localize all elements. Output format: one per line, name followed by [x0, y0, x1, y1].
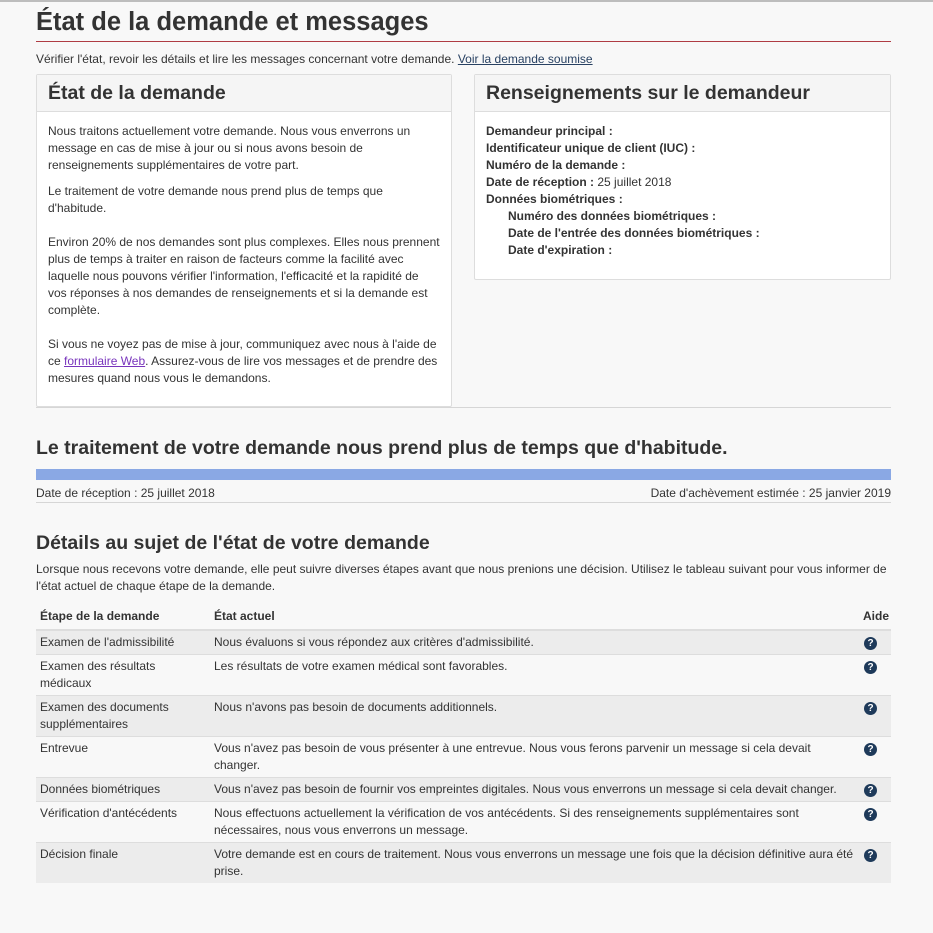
- status-details-heading: Détails au sujet de l'état de votre demande: [36, 532, 430, 554]
- received-date-row: Date de réception : 25 juillet 2018: [486, 175, 672, 189]
- received-date-value: 25 juillet 2018: [597, 175, 672, 189]
- help-icon[interactable]: ?: [864, 784, 877, 797]
- step-help-cell: [859, 843, 891, 884]
- application-status-panel-title: État de la demande: [37, 75, 451, 112]
- panels-row: [36, 74, 891, 407]
- step-status: Vous n'avez pas besoin de vous présenter à une entrevue. Nous vous ferons parvenir un message si cela devait changer.: [210, 737, 859, 778]
- progress-dates: [36, 485, 891, 502]
- divider: [36, 502, 891, 503]
- table-row: [36, 737, 891, 778]
- step-status: Vous n'avez pas besoin de fournir vos empreintes digitales. Nous vous enverrons un message si cela devait changer.: [210, 778, 859, 802]
- status-paragraph-3: Environ 20% de nos demandes sont plus complexes. Elles nous prennent plus de temps à traiter en raison de facteurs comme la facilité avec laquelle nous pouvons vérifier l'information, l'efficacité et la rapidité de vos réponses à nos demandes de renseignements et si la demande est complète.: [48, 235, 440, 317]
- help-icon[interactable]: ?: [864, 702, 877, 715]
- step-name: Examen des résultats médicaux: [36, 655, 210, 696]
- main-content: [36, 7, 891, 883]
- column-header-status: État actuel: [210, 604, 859, 630]
- progress-received-date: Date de réception : 25 juillet 2018: [36, 486, 215, 500]
- page-intro: [36, 52, 891, 67]
- biometrics-row: Données biométriques :: [486, 192, 623, 206]
- step-help-cell: [859, 778, 891, 802]
- applicant-info-panel: [474, 74, 891, 280]
- processing-delay-heading: Le traitement de votre demande nous prend plus de temps que d'habitude.: [36, 437, 728, 459]
- step-help-cell: [859, 696, 891, 737]
- progress-estimated-date: Date d'achèvement estimée : 25 janvier 2019: [650, 486, 891, 500]
- view-submitted-application-link[interactable]: Voir la demande soumise: [457, 52, 593, 66]
- step-status: Votre demande est en cours de traitement. Nous vous enverrons un message une fois que la décision définitive aura été prise.: [210, 843, 859, 884]
- principal-applicant-row: Demandeur principal :: [486, 124, 613, 138]
- applicant-info-panel-title: Renseignements sur le demandeur: [475, 75, 890, 112]
- step-name: Examen de l'admissibilité: [36, 630, 210, 655]
- step-name: Données biométriques: [36, 778, 210, 802]
- help-icon[interactable]: ?: [864, 661, 877, 674]
- status-paragraph-4: [48, 336, 440, 387]
- step-help-cell: [859, 655, 891, 696]
- table-row: [36, 802, 891, 843]
- step-help-cell: [859, 630, 891, 655]
- status-steps-table: [36, 604, 891, 883]
- table-row: [36, 778, 891, 802]
- biometrics-number-row: Numéro des données biométriques :: [508, 209, 717, 223]
- page-title: État de la demande et messages: [36, 7, 891, 42]
- application-status-panel: [36, 74, 452, 407]
- table-row: [36, 655, 891, 696]
- status-details-intro: Lorsque nous recevons votre demande, elle peut suivre diverses étapes avant que nous prenions une décision. Utilisez le tableau suivant pour vous informer de l'état actuel de chaque étape de la demande.: [36, 562, 887, 593]
- step-help-cell: [859, 737, 891, 778]
- column-header-step: Étape de la demande: [36, 604, 210, 630]
- application-number-row: Numéro de la demande :: [486, 158, 626, 172]
- help-icon[interactable]: ?: [864, 808, 877, 821]
- status-paragraph-2: Le traitement de votre demande nous prend plus de temps que d'habitude.: [48, 184, 383, 215]
- step-status: Les résultats de votre examen médical sont favorables.: [210, 655, 859, 696]
- status-paragraph-1: Nous traitons actuellement votre demande. Nous vous enverrons un message en cas de mise à jour ou si nous avons besoin de renseignements supplémentaires de votre part.: [48, 124, 411, 172]
- biometrics-entry-date-row: Date de l'entrée des données biométriques :: [508, 226, 760, 240]
- uci-row: Identificateur unique de client (IUC) :: [486, 141, 696, 155]
- expiry-date-row: Date d'expiration :: [508, 243, 613, 257]
- help-icon[interactable]: ?: [864, 637, 877, 650]
- step-status: Nous évaluons si vous répondez aux critères d'admissibilité.: [210, 630, 859, 655]
- table-row: [36, 696, 891, 737]
- step-status: Nous n'avons pas besoin de documents additionnels.: [210, 696, 859, 737]
- help-icon[interactable]: ?: [864, 743, 877, 756]
- step-name: Décision finale: [36, 843, 210, 884]
- step-status: Nous effectuons actuellement la vérification de vos antécédents. Si des renseignements supplémentaires sont nécessaires, nous vous enverrons un message.: [210, 802, 859, 843]
- page-intro-text: Vérifier l'état, revoir les détails et lire les messages concernant votre demande.: [36, 52, 455, 66]
- help-icon[interactable]: ?: [864, 849, 877, 862]
- top-border: [0, 0, 933, 2]
- processing-progress-bar: [36, 469, 891, 480]
- step-help-cell: [859, 802, 891, 843]
- status-paragraph-4-after: . Assurez-vous de lire vos messages et de prendre des mesures quand nous vous le demandons.: [48, 354, 438, 385]
- step-name: Vérification d'antécédents: [36, 802, 210, 843]
- status-paragraph-4-before: Si vous ne voyez pas de mise à jour, communiquez avec nous à l'aide de ce: [48, 337, 437, 368]
- table-row: [36, 630, 891, 655]
- divider: [36, 407, 891, 408]
- column-header-help: Aide: [859, 604, 891, 630]
- web-form-link[interactable]: formulaire Web: [64, 354, 146, 368]
- step-name: Examen des documents supplémentaires: [36, 696, 210, 737]
- table-row: [36, 843, 891, 884]
- step-name: Entrevue: [36, 737, 210, 778]
